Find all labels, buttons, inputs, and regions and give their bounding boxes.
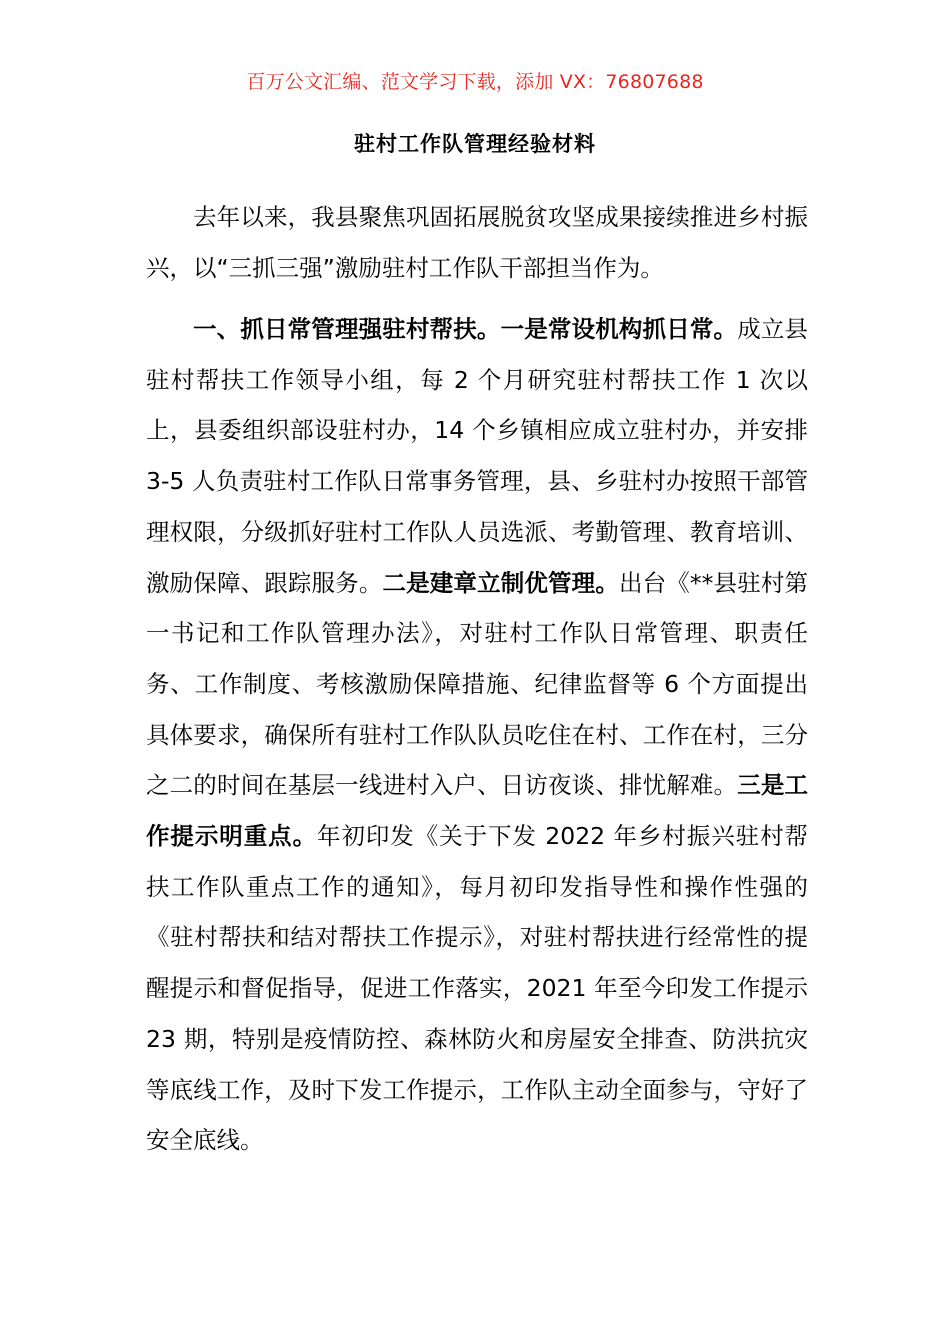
point-1-title: 一是常设机构抓日常。 (500, 315, 738, 343)
point-2-title: 二是建章立制优管理。 (382, 568, 619, 597)
section-1-heading: 一、抓日常管理强驻村帮扶。 (193, 315, 501, 343)
section-1-paragraph (146, 304, 808, 1166)
document-title: 驻村工作队管理经验材料 (354, 132, 596, 156)
point-3-text: 年初印发《关于下发 2022 年乡村振兴驻村帮扶工作队重点工作的通知》，每月初印发指导性和操作性强的《驻村帮扶和结对帮扶工作提示》，对驻村帮扶进行经常性的提醒提示和督促指导，促进工作落实，2021 年至今印发工作提示 23 期，特别是疫情防控、森林防火和房屋安全排查、防洪抗灾等底线工作，及时下发工作提示，工作队主动全面参与，守好了安全底线。 (146, 822, 809, 1155)
point-2-text: 出台《**县驻村第一书记和工作队管理办法》，对驻村工作队日常管理、职责任务、工作制度、考核激励保障措施、纪律监督等 6 个方面提出具体要求，确保所有驻村工作队队员吃住在村、工作在村，三分之二的时间在基层一线进村入户、日访夜谈、排忧解难。 (146, 568, 809, 800)
point-3-title: 三是工作提示明重点。 (146, 771, 808, 851)
point-1-text: 成立县驻村帮扶工作领导小组，每 2 个月研究驻村帮扶工作 1 次以上，县委组织部设驻村办，14 个乡镇相应成立驻村办，并安排 3-5 人负责驻村工作队日常事务管理，县、乡驻村办按照干部管理权限，分级抓好驻村工作队人员选派、考勤管理、教育培训、激励保障、跟踪服务。 (146, 315, 809, 597)
watermark-header: 百万公文汇编、范文学习下载，添加 VX：76807688 (246, 71, 704, 93)
intro-paragraph: 去年以来，我县聚焦巩固拓展脱贫攻坚成果接续推进乡村振兴，以“三抓三强”激励驻村工作队干部担当作为。 (146, 203, 808, 282)
